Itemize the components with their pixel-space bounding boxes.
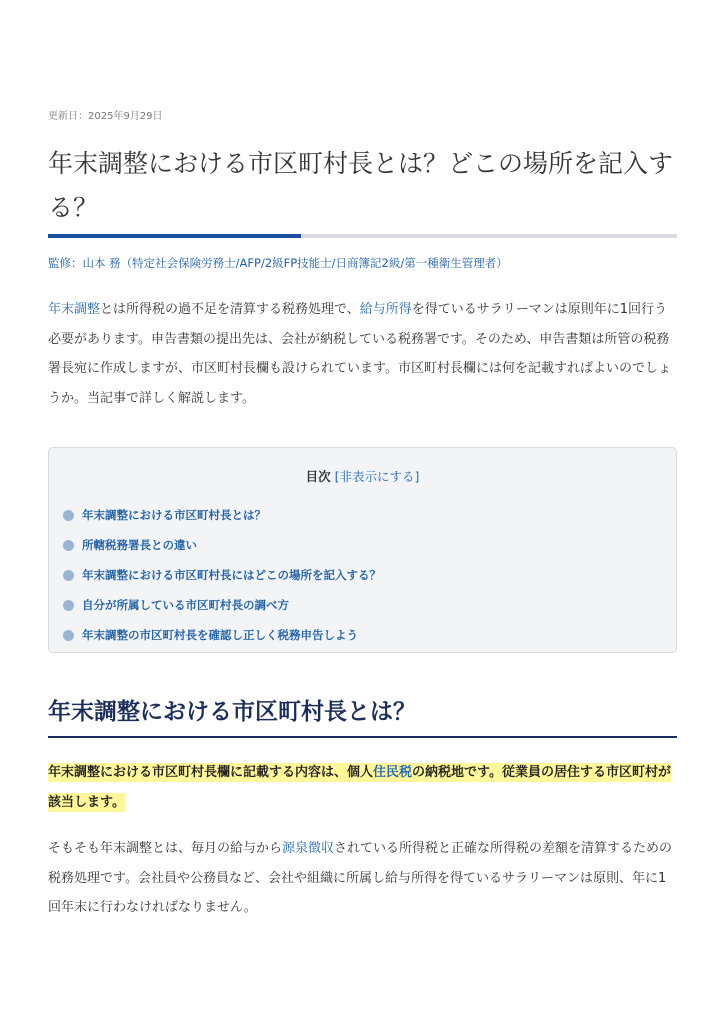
link-salary-income[interactable]: 給与所得 <box>359 302 412 317</box>
section-heading: 年末調整における市区町村長とは？ <box>48 699 416 725</box>
highlight <box>48 763 671 812</box>
link-resident-tax[interactable]: 住民税 <box>373 765 413 780</box>
toc-hide-toggle[interactable]: 非表示にする <box>339 469 415 484</box>
bullet-icon <box>63 510 74 521</box>
paragraph-text-1: そもそも年末調整とは、毎月の給与から <box>48 841 283 856</box>
bullet-icon <box>63 630 74 641</box>
bullet-icon <box>63 570 74 581</box>
supervisor-credit: 監修：山本 務（特定社会保険労務士/AFP/2級FP技能士/日商簿記2級/第一種衛生管理者） <box>48 256 508 270</box>
title-underline <box>48 234 677 238</box>
toc-link-where-to-write[interactable]: 年末調整における市区町村長にはどこの場所を記入する？ <box>82 568 381 582</box>
toc-link-difference[interactable]: 所轄税務署長との違い <box>82 538 197 552</box>
link-year-end-adjustment[interactable]: 年末調整 <box>48 302 101 317</box>
toc-item <box>63 590 381 620</box>
toc-item <box>63 620 381 650</box>
toc-list <box>63 500 381 650</box>
updated-date: 更新日：2025年9月29日 <box>48 111 163 122</box>
section-paragraph <box>48 834 677 923</box>
paragraph-text-2: されている所得税と正確な所得税の差額を清算するための税務処理です。会社員や公務員など、会社や組織に所属し給与所得を得ているサラリーマンは原則、年に1回年末に行わなければなりません。 <box>48 841 673 915</box>
section-heading-rule <box>48 736 677 738</box>
link-withholding[interactable]: 源泉徴収 <box>282 841 335 856</box>
bullet-icon <box>63 540 74 551</box>
summary-text-1: 年末調整における市区町村長欄に記載する内容は、個人 <box>48 765 374 780</box>
toc-header <box>49 467 676 485</box>
toc-title: 目次 <box>305 469 331 484</box>
toc-bracket-open: [ <box>334 469 340 484</box>
toc-item <box>63 500 381 530</box>
page-title: 年末調整における市区町村長とは？どこの場所を記入する？ <box>48 149 674 222</box>
summary-text-2: の納税地です。従業員の居住する市区町村が該当します。 <box>48 765 671 810</box>
intro-paragraph <box>48 295 677 413</box>
bullet-icon <box>63 600 74 611</box>
highlighted-summary <box>48 758 677 817</box>
toc-link-how-to-find[interactable]: 自分が所属している市区町村長の調べ方 <box>82 598 289 612</box>
toc-link-what-is[interactable]: 年末調整における市区町村長とは？ <box>82 508 266 522</box>
toc-item <box>63 560 381 590</box>
intro-text-2: を得ているサラリーマンは原則年に1回行う必要があります。申告書類の提出先は、会社が納税している税務署です。そのため、申告書類は所管の税務署長宛に作成しますが、市区町村長欄も設けられています。市区町村長欄には何を記載すればよいのでしょうか。当記事で詳しく解説します。 <box>48 302 671 406</box>
toc-bracket-close: ] <box>414 469 420 484</box>
title-underline-accent <box>48 234 301 238</box>
intro-text-1: とは所得税の過不足を清算する税務処理で、 <box>100 302 360 317</box>
toc-link-conclusion[interactable]: 年末調整の市区町村長を確認し正しく税務申告しよう <box>82 628 358 642</box>
table-of-contents <box>48 447 677 653</box>
toc-item <box>63 530 381 560</box>
